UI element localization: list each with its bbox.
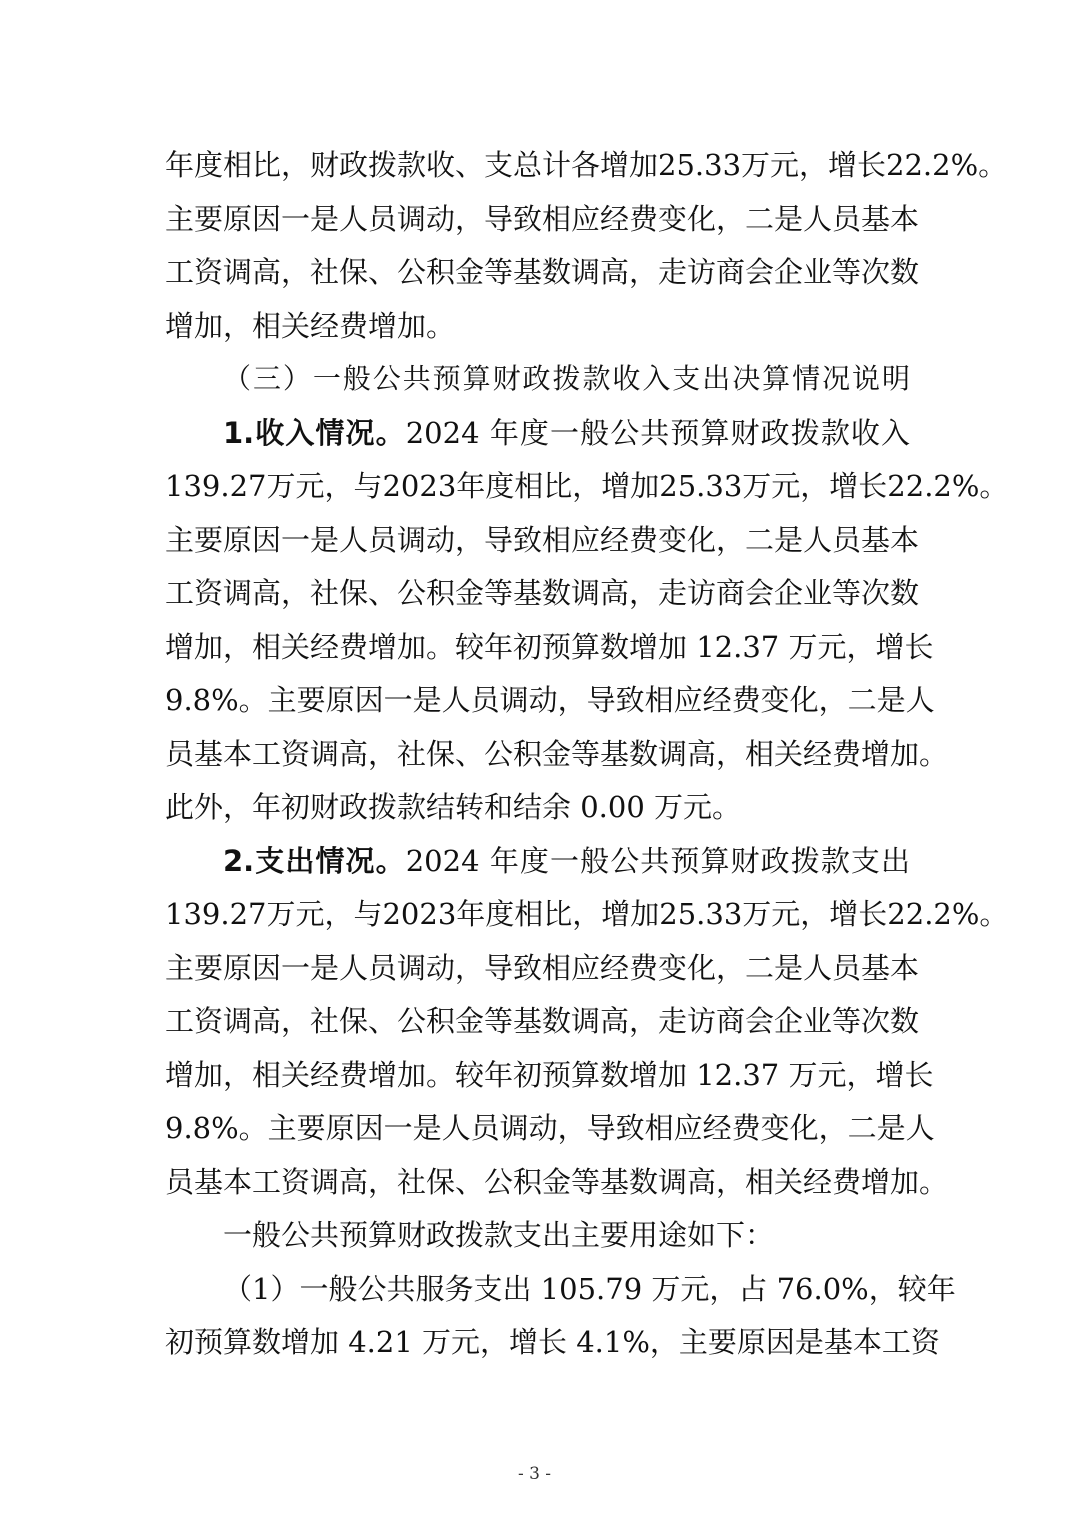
paragraph-line: 工资调高，社保、公积金等基数调高，走访商会企业等次数 <box>165 255 920 289</box>
paragraph-line: 9.8%。主要原因一是人员调动，导致相应经费变化，二是人 <box>165 1111 935 1145</box>
paragraph-line: 一般公共预算财政拨款支出主要用途如下： <box>223 1218 775 1252</box>
paragraph-line: 工资调高，社保、公积金等基数调高，走访商会企业等次数 <box>165 1004 920 1038</box>
paragraph-line: 员基本工资调高，社保、公积金等基数调高，相关经费增加。 <box>165 737 949 771</box>
income-text: 2024 年度一般公共预算财政拨款收入 <box>405 416 910 450</box>
expense-text: 2024 年度一般公共预算财政拨款支出 <box>405 844 910 878</box>
paragraph-line: 初预算数增加 4.21 万元，增长 4.1%，主要原因是基本工资 <box>165 1325 940 1359</box>
expense-label: 2.支出情况。 <box>223 844 406 878</box>
paragraph-line: 9.8%。主要原因一是人员调动，导致相应经费变化，二是人 <box>165 683 935 717</box>
paragraph-line: 增加，相关经费增加。较年初预算数增加 12.37 万元，增长 <box>165 1058 934 1092</box>
paragraph-line: （1）一般公共服务支出 105.79 万元，占 76.0%，较年 <box>223 1272 956 1306</box>
paragraph-line: 员基本工资调高，社保、公积金等基数调高，相关经费增加。 <box>165 1165 949 1199</box>
paragraph-line: 主要原因一是人员调动，导致相应经费变化，二是人员基本 <box>165 951 920 985</box>
income-heading-line <box>223 406 910 460</box>
income-label: 1.收入情况。 <box>223 416 406 450</box>
paragraph-line: 工资调高，社保、公积金等基数调高，走访商会企业等次数 <box>165 576 920 610</box>
paragraph-line: 主要原因一是人员调动，导致相应经费变化，二是人员基本 <box>165 523 920 557</box>
page-number: - 3 - <box>517 1464 552 1484</box>
paragraph-line: 主要原因一是人员调动，导致相应经费变化，二是人员基本 <box>165 202 920 236</box>
paragraph-line: 年度相比，财政拨款收、支总计各增加25.33万元，增长22.2%。 <box>165 148 1008 182</box>
paragraph-line: 增加，相关经费增加。 <box>165 309 456 343</box>
paragraph-line: 139.27万元，与2023年度相比，增加25.33万元，增长22.2%。 <box>165 469 1009 503</box>
expense-heading-line <box>223 834 910 888</box>
paragraph-line: 增加，相关经费增加。较年初预算数增加 12.37 万元，增长 <box>165 630 934 664</box>
paragraph-line: 139.27万元，与2023年度相比，增加25.33万元，增长22.2%。 <box>165 897 1009 931</box>
section-heading: （三）一般公共预算财政拨款收入支出决算情况说明 <box>223 362 910 395</box>
paragraph-line: 此外，年初财政拨款结转和结余 0.00 万元。 <box>165 790 742 824</box>
